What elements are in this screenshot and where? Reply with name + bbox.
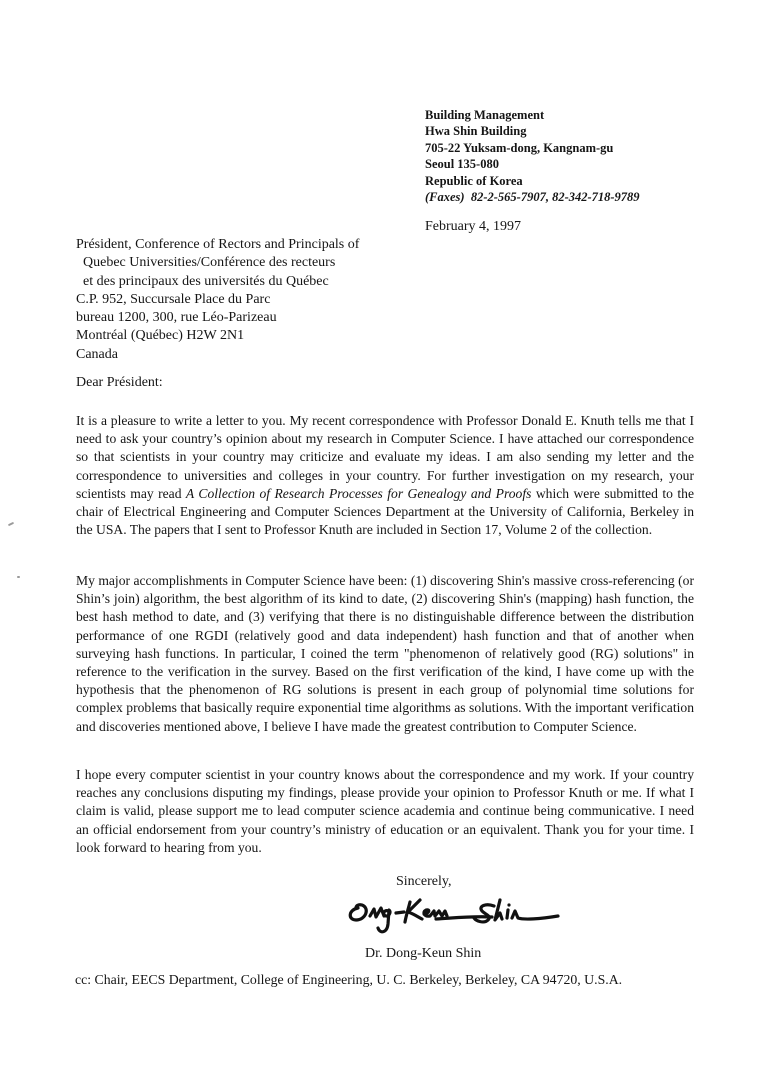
sender-line: Hwa Shin Building	[425, 124, 527, 139]
scan-speck	[17, 576, 20, 578]
sender-line: Building Management	[425, 108, 545, 122]
publication-title: A Collection of Research Processes for Genealogy and Proofs	[185, 485, 532, 501]
paragraph-text: which were submitted to the chair of Electrical Engineering and Computer Sciences Department at the University of California, Berkeley in the USA. The papers that I sent to Professor Knuth are included in Section 17, Volume 2 of the collection.	[76, 485, 694, 538]
recipient-line: Quebec Universities/Conférence des recteurs	[83, 255, 336, 271]
sender-line: Republic of Korea	[425, 173, 523, 188]
scan-speck	[8, 522, 14, 526]
body-paragraph-3: I hope every computer scientist in your country knows about the correspondence and my work. If your country reaches any conclusions disputing my findings, please provide your opinion to Professor Knuth or me. If what I claim is valid, please support me to lead computer science academia and continue being communicative. I need an official endorsement from your country’s ministry of education or an equivalent. Thank you for your time. I look forward to hearing from you.	[76, 767, 694, 855]
salutation: Dear Président:	[76, 375, 163, 390]
faxes-label: (Faxes)	[425, 190, 465, 205]
recipient-line: Canada	[76, 346, 118, 362]
recipient-line: bureau 1200, 300, rue Léo-Parizeau	[76, 310, 277, 326]
cc-line: cc: Chair, EECS Department, College of Engineering, U. C. Berkeley, Berkeley, CA 94720, U.S.A.	[75, 972, 623, 987]
recipient-address-block	[76, 236, 359, 364]
recipient-line: et des principaux des universités du Québec	[83, 273, 329, 289]
fax-numbers-line	[425, 189, 640, 205]
closing: Sincerely,	[396, 874, 452, 889]
recipient-line: Montréal (Québec) H2W 2N1	[76, 328, 245, 344]
sender-address-block	[425, 107, 640, 205]
paragraph-text: It is a pleasure to write a letter to you. My recent correspondence with Professor Donald E. Knuth tells me that I need to ask your country’s opinion about my research in Computer Science. I have attached our correspondence so that scientists in your country may criticize and evaluate my ideas. I am also sending my letter and the correspondence to universities and colleges in your country. For further investigation on my research, your scientists may read	[76, 413, 694, 501]
letter-date: February 4, 1997	[425, 219, 522, 234]
body-paragraph-1	[76, 412, 694, 539]
handwritten-signature	[344, 886, 594, 946]
recipient-line: Président, Conference of Rectors and Principals of	[76, 237, 360, 252]
body-paragraph-2: My major accomplishments in Computer Science have been: (1) discovering Shin's massive cross-referencing (or Shin’s join) algorithm, the best algorithm of its kind to date, (2) discovering Shin's (mapping) hash function, the best hash method to date, and (3) verifying that there is no distinguishable difference between the distribution performance of one RGDI (relatively good and data independent) hash function and that of another when surveying hash functions. In particular, I coined the term "phenomenon of relatively good (RG) solutions" in reference to the verification in the survey. Based on the first verification of the kind, I have come up with the hypothesis that the phenomenon of RG solutions is present in each group of polynomial time solutions for complex problems that basically require exponential time algorithms as solutions. With the important verification and discoveries mentioned above, I believe I have made the greatest contribution to Computer Science.	[76, 573, 694, 734]
recipient-line: C.P. 952, Succursale Place du Parc	[76, 291, 271, 307]
faxes-numbers: 82-2-565-7907, 82-342-718-9789	[470, 190, 640, 205]
sender-line: Seoul 135-080	[425, 157, 499, 172]
signer-name: Dr. Dong-Keun Shin	[365, 946, 482, 961]
sender-line: 705-22 Yuksam-dong, Kangnam-gu	[425, 140, 614, 155]
